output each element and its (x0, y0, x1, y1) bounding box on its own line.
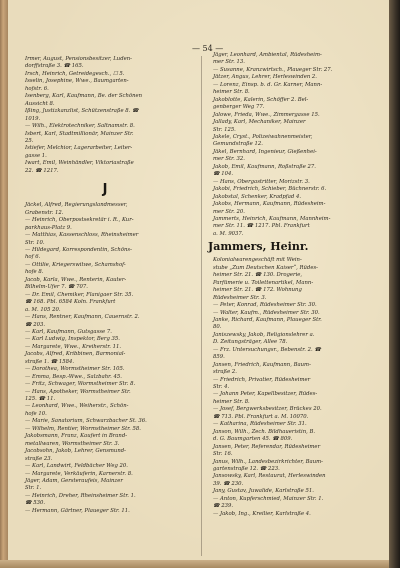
directory-line: a. M. 105 20. (25, 306, 61, 313)
page-edge (389, 0, 400, 568)
directory-line: Jalowe, Frieda, Wwe., Zimmergasse 15. (213, 111, 320, 118)
directory-line: Janke, Richard, Kaufmann, Plaueger Str. (213, 316, 322, 323)
directory-line: 25. (25, 137, 34, 144)
directory-line: Str. 1. (25, 485, 42, 492)
directory-line: Jakobi, Friedrich, Schieber, Büchnerstr. 6. (213, 186, 327, 193)
directory-line: Irmer, August, Pensionsbesitzer, Luden- (25, 56, 132, 62)
directory-line: — Johann Peter, Kapellbesitzer, Rüdes- (213, 391, 318, 398)
directory-line: — Leonhard, Wwe., Weiherstr., Schön- (25, 403, 129, 410)
directory-line: mer Str. 20. (213, 208, 245, 215)
directory-line: — Wilhelm, Rentier, Wormstheimer Str. 58. (25, 425, 141, 432)
directory-line: Isselin, Josephine, Wwe., Baumgarten- (25, 78, 129, 85)
directory-line: Jäckel, Alfred, Regierungslandmesser, (25, 202, 128, 209)
directory-line: 859. (213, 354, 225, 361)
right-entries-before (208, 52, 378, 238)
directory-line: heimer Str. 8. (213, 398, 250, 405)
directory-line: — Walter, Kaufm., Rüdesheimer Str. 30. (213, 309, 320, 316)
directory-line: Jakele, Cryst., Polizeiwahnenmeister, (213, 133, 313, 140)
directory-line: Jäkel, Bernhard, Ingenieur, Gießenhei- (213, 148, 317, 155)
directory-line: Str. 16. (213, 451, 233, 458)
directory-line: Janus, Wilh., Landesbezirkrichter, Baum- (213, 458, 323, 465)
directory-line: — Margarete, Wwe., Kreiherstr. 11. (25, 343, 122, 350)
directory-line: hofstr. 6. (25, 85, 49, 92)
directory-line: Kolonialwarengeschäft mit Wein- (213, 257, 302, 264)
directory-line: Gemundstraße 12. (213, 141, 263, 148)
directory-line: — Karl, Kaufmann, Gutsgasse 7. (25, 328, 112, 335)
directory-line: — Karl, Landwirt, Feldbächer Weg 20. (25, 463, 128, 470)
directory-line: gasse 1. (25, 152, 47, 159)
directory-line: straße 1. ☎ 1584. (25, 358, 75, 365)
directory-line: — Anton, Kupferschmied, Mainzer Str. 1. (213, 495, 324, 502)
directory-line: Ißing, Justizkanzlist, Schützenstraße 8. ☎ (25, 108, 139, 115)
directory-line: — Jakob, Ing., Kreilier, Karlstraße 4. (213, 510, 311, 517)
directory-line: heimer Str. 21. ☎ 172. Wohnung (213, 287, 302, 294)
directory-line: 1019. (25, 115, 41, 122)
directory-line: ☎ 713. Pbl. Frankfurt a. M. 10070. (213, 413, 309, 420)
directory-line: Jakob, Emil, Kaufmann, Roßstraße 27. (213, 163, 316, 170)
directory-line: Jäger, Leonhard, Ambiental, Rüdesheim- (213, 52, 322, 58)
section-heading: Jammers, Heinr. (208, 240, 309, 254)
section-letter: J (102, 182, 108, 198)
directory-line: — Hildegard, Korrespondentin, Schöns- (25, 246, 132, 253)
directory-line: ☎ 104. (213, 171, 234, 178)
directory-line: hofe 8. (25, 269, 44, 276)
directory-line: hof 6. (25, 254, 41, 261)
directory-line: Jacobs, Alfred, Kribbinen, Barmonial- (25, 351, 126, 358)
directory-line: Janson, Wilh., Zech. Bildhaueristin, B. (213, 428, 316, 435)
directory-line: Iwart, Emil, Weinhändler, Viktoriastraße (25, 160, 134, 167)
directory-line: ☎ 203. (25, 321, 46, 328)
directory-line: Jallady, Karl, Mechaniker, Mainzer (213, 119, 306, 126)
directory-line: d. G. Baumgarten 45. ☎ 809. (213, 436, 293, 443)
directory-line: — Hans, Rentner, Kaufmann, Cauernstr. 2. (25, 314, 140, 321)
directory-line: Str. 125. (213, 126, 236, 133)
directory-line: — Hans, Apotheker, Wormstheimer Str. (25, 388, 131, 395)
directory-line: Jammerts, Heinrich, Kaufmann, Mannheim- (213, 215, 331, 222)
directory-line: 125. ☎ 11. (25, 396, 56, 403)
directory-line: Jacob, Karla, Wwe., Renterin, Kauter- (25, 276, 127, 283)
directory-line: Jansen, Friedrich, Kaufmann, Baum- (213, 361, 311, 368)
directory-line: — Friedrich, Privatier, Rüdesheimer (213, 376, 311, 383)
directory-line: mer Str. 11. ☎ 1217. Pbl. Frankfurt (213, 223, 310, 230)
directory-line: heimer Str. 8. (213, 89, 250, 96)
directory-line: hofe 10. (25, 410, 47, 417)
right-entries-after (208, 257, 378, 518)
directory-line: Parfümerie u. Toilettenartikel, Mann- (213, 279, 314, 286)
directory-line: Jansowsky, Karl, Restaurat, Herleswinden (213, 473, 326, 480)
directory-line: 80. (213, 324, 222, 331)
left-column (20, 56, 190, 515)
directory-line: — Hermann, Gärtner, Plaueger Str. 11. (25, 507, 130, 514)
directory-line: Jätzer, Angus, Lehrer, Herleswinden 2. (213, 74, 317, 81)
directory-line: Rüdesheimer Str. 3. (213, 294, 267, 301)
directory-line: — Heinrich, Dreher, Rheinsheimer Str. 1. (25, 492, 136, 499)
directory-line: heimer Str. 21. ☎ 130. Drogerie, (213, 272, 303, 279)
directory-line: straße 2. (213, 369, 237, 376)
directory-line: straße 23. (25, 455, 53, 462)
directory-line: mer Str. 13. (213, 59, 245, 66)
directory-line: a. M. 9037. (213, 230, 244, 237)
directory-line: mer Str. 32. (213, 156, 245, 163)
directory-line: genberger Weg 77. (213, 104, 265, 111)
directory-line: ☎ 530. (25, 500, 46, 507)
directory-line: D. Zeitungsträger, Allee 78. (213, 339, 288, 346)
directory-line: Aussicht 8. (25, 100, 55, 107)
directory-line: Janiszewsky, Jakob, Religionslehrer a. (213, 331, 315, 338)
directory-line: Jäger, Adam, Gersteraufeis, Mainzer (25, 478, 123, 485)
directory-line: 22. ☎ 1217. (25, 167, 59, 174)
directory-line: — Marie, Sanatorium, Schwarzbacher St. 36. (25, 418, 147, 425)
directory-line: Jacobsohn, Jakob, Lehrer, Gensmund- (25, 448, 126, 455)
directory-line: — Margarete, Verkäuferin, Karnerstr. 8. (25, 470, 133, 477)
left-entries-before (20, 56, 190, 175)
directory-line: — Heinrich, Oberpostsekretär i. R., Kur- (25, 217, 134, 224)
column-divider (201, 56, 202, 556)
directory-line: — Dorothea, Wormstheimer Str. 105. (25, 366, 125, 373)
directory-line: Str. 4. (213, 384, 230, 391)
directory-line: — Frz. Untersuchungsr., Bebenstr. 2. ☎ (213, 346, 321, 353)
directory-line: Jany, Gustav, Juwalide, Karlstraße 51. (213, 488, 314, 495)
directory-line: — Matthias, Kassenschloss, Rheinsheimer (25, 232, 139, 239)
directory-line: — Fritz, Schwager, Wormstheimer Str. 8. (25, 381, 136, 388)
right-column (208, 52, 378, 518)
directory-line: — Wilh., Elektrotechniker, Saltnamstr. 8. (25, 123, 135, 130)
directory-line: Istiefer, Melchior, Lagerarbeiter, Leiter- (25, 145, 133, 152)
left-entries-after (20, 202, 190, 515)
directory-line: Isbert, Karl, Stadtmillionär, Mainzer Str. (25, 130, 134, 137)
directory-line: Grabenstr. 12. (25, 209, 64, 216)
directory-line: gartenstraße 12. ☎ 223. (213, 466, 280, 473)
directory-line: Bilhelm-Ufer 7. ☎ 707. (25, 284, 88, 291)
directory-line: — Susanne, Kranzwirtsch., Plaueger Str. 27. (213, 66, 333, 73)
directory-line: — Ottilie, Kriegerswitwe, Schamshof- (25, 261, 126, 268)
directory-line: Str. 10. (25, 239, 45, 246)
directory-line: — Lorenz, Einsp. b. d. Gr. Karner, Mann- (213, 81, 323, 88)
directory-line: Irsch, Heinrich, Getreidegesch., ☐ 5. (25, 70, 125, 77)
binding-tape-left (0, 0, 8, 568)
directory-line: — Hans, Obergastritter, Morizstr. 3. (213, 178, 310, 185)
directory-line: Jakobsmann, Franz, Kaufert in Brand- (25, 433, 128, 440)
directory-line: metallwaren, Wormstheimer Str. 3. (25, 440, 120, 447)
directory-line: stube „Zum Deutschen Kaiser“, Rüdes- (213, 264, 318, 271)
directory-line: Isenberg, Karl, Kaufmann, Be. der Schönen (25, 93, 143, 100)
directory-line: — Dr. Emil, Chemiker, Flanigaer Str. 35. (25, 291, 134, 298)
directory-line: Jakoblotte, Kalerin, Schöffer 2. Bel- (213, 96, 309, 103)
directory-line: dorffstraße 3. ☎ 165. (25, 63, 84, 70)
directory-line: ☎ 239. (213, 503, 234, 510)
directory-line: — Peter, Konrad, Rüdesheimer Str. 30. (213, 302, 317, 309)
directory-line: — Karl Ludwig, Inspektor, Berg 35. (25, 336, 120, 343)
directory-line: ☎ 168. Pbl. 6584 Koln. Frankfurt (25, 299, 116, 306)
directory-line: parkhaus-Platz 9. (25, 224, 72, 231)
directory-line: — Katharina, Rüdesheimer Str. 31. (213, 421, 307, 428)
directory-line: — Josef, Bergwerksbesitzer, Brückes 20. (213, 406, 322, 413)
directory-line: Jansen, Peter, Referendar, Rüdesheimer (213, 443, 321, 450)
directory-line: Jakobstal, Schenker, Kradpfad 4. (213, 193, 302, 200)
directory-line: 39. ☎ 230. (213, 480, 244, 487)
binding-tape-bottom (0, 560, 389, 568)
directory-line: Jakobs, Hermann, Kaufmann, Rüdesheim- (213, 201, 326, 208)
directory-line: — Emma, Besp.-Wwe., Salzbahr. 45. (25, 373, 122, 380)
page-number: — 54 — (192, 44, 224, 53)
